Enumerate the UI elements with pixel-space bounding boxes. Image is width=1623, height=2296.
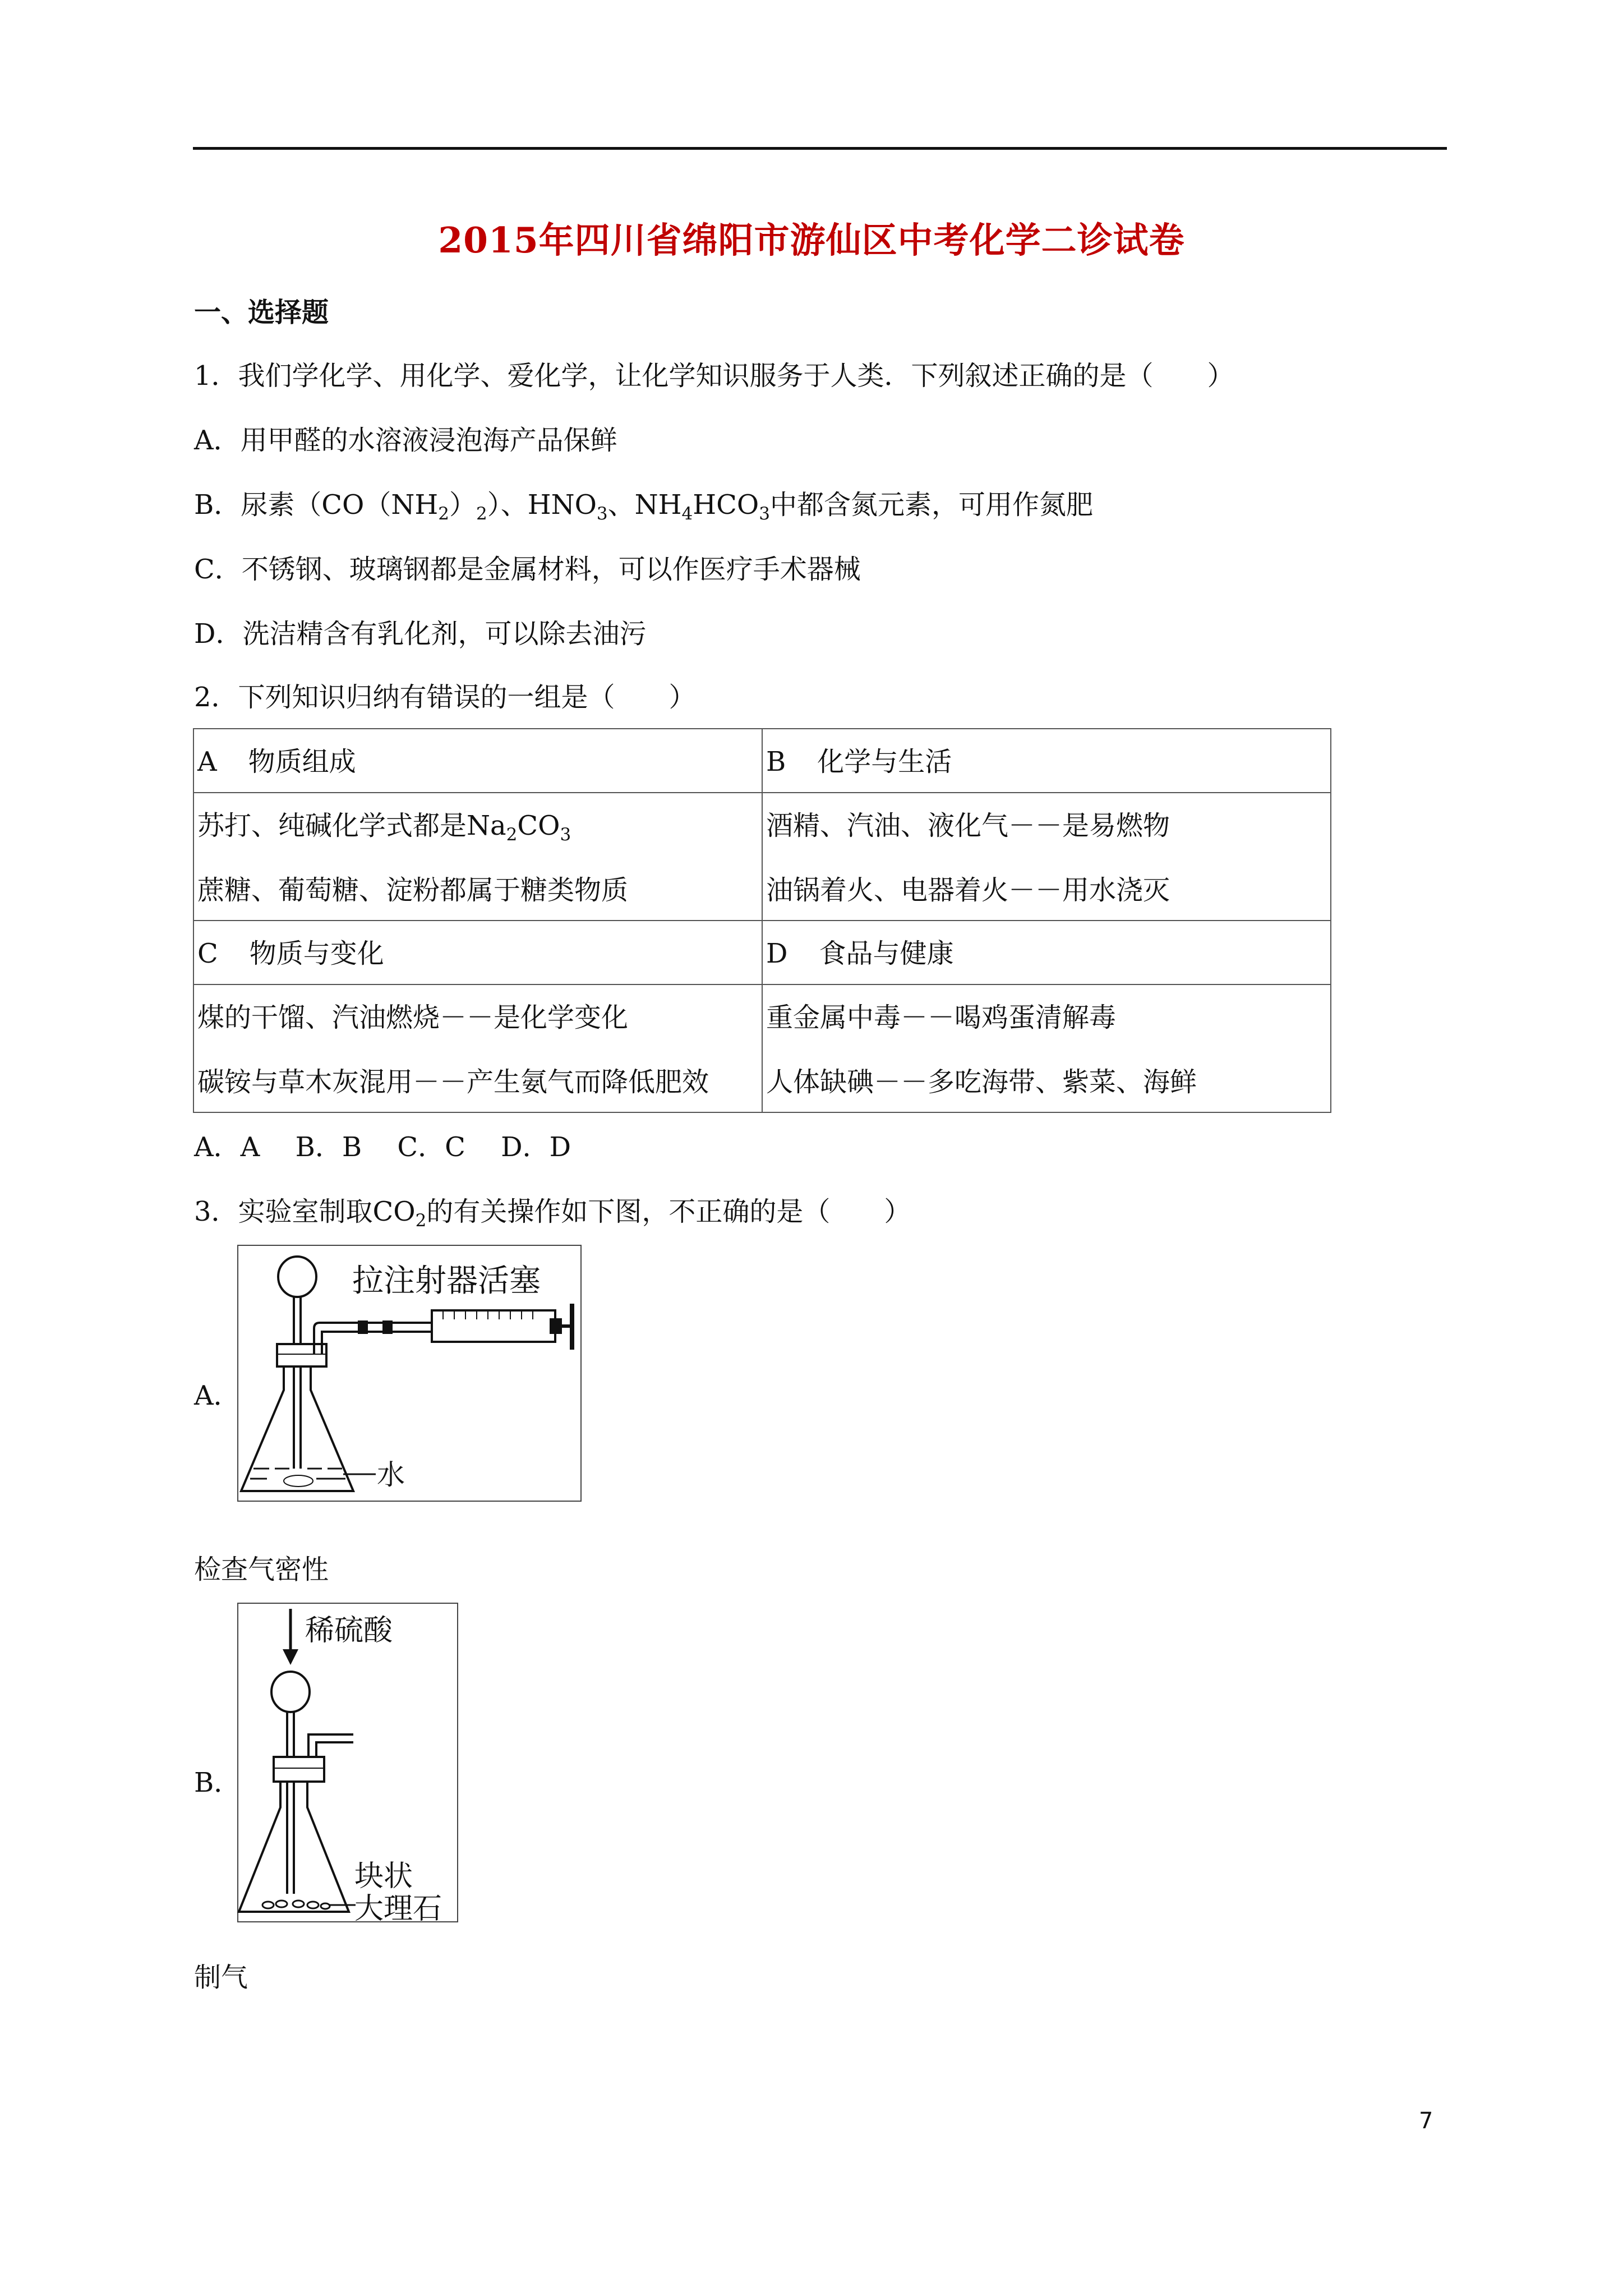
q1-option-d: D．洗洁精含有乳化剂，可以除去油污 [194,618,647,650]
marble-label-1: 块状 [354,1860,413,1893]
cell-c-header: C 物质与变化 [193,921,762,984]
marble-label-2: 大理石 [354,1892,442,1923]
section-heading: 一、选择题 [194,297,329,328]
page-title: 2015年四川省绵阳市游仙区中考化学二诊试卷 [438,219,1185,261]
q2-stem: 2．下列知识归纳有错误的一组是（ ） [194,682,696,713]
q3-option-a-label: A． [194,1380,241,1411]
q2-options: A．A B．B C．C D．D [194,1131,571,1163]
caption-gas-generation: 制气 [194,1962,248,1993]
cell-a-content: 苏打、纯碱化学式都是$Na_2CO_3$ 蔗糖、葡萄糖、淀粉都属于糖类物质 [193,793,762,921]
knowledge-table [193,728,1331,1113]
cell-b-content: 酒精、汽油、液化气－－是易燃物 油锅着火、电器着火－－用水浇灭 [762,793,1331,921]
q3-option-b-label: B． [194,1767,241,1798]
cell-d-content: 重金属中毒－－喝鸡蛋清解毒 人体缺碘－－多吃海带、紫菜、海鲜 [762,984,1331,1112]
q3-stem: 3．实验室制取$CO_2$的有关操作如下图，不正确的是（ ） [194,1196,911,1231]
q1-option-a: A．用甲醛的水溶液浸泡海产品保鲜 [194,425,617,456]
acid-label: 稀硫酸 [305,1614,393,1648]
cell-d-header: D 食品与健康 [762,921,1331,984]
cell-a-header: A 物质组成 [193,729,762,793]
header-rule [193,147,1447,150]
caption-airtightness: 检查气密性 [194,1554,329,1585]
gas-generation-figure [236,1602,460,1923]
q1-option-c: C．不锈钢、玻璃钢都是金属材料，可以作医疗手术器械 [194,554,861,585]
cell-c-content: 煤的干馏、汽油燃烧－－是化学变化 碳铵与草木灰混用－－产生氨气而降低肥效 [193,984,762,1112]
airtightness-check-figure [236,1244,583,1502]
page-number: 7 [1419,2108,1433,2134]
q1-stem: 1．我们学化学、用化学、爱化学，让化学知识服务于人类．下列叙述正确的是（ ） [194,360,1234,392]
water-label: 水 [377,1458,405,1491]
cell-b-header: B 化学与生活 [762,729,1331,793]
syringe-label: 拉注射器活塞 [352,1263,541,1299]
q1-option-b: B．尿素$(CO(NH_2)_2)$、$HNO_3$、$NH_4HCO_3$中都含氮元素，可用作氮肥 [194,489,1093,524]
